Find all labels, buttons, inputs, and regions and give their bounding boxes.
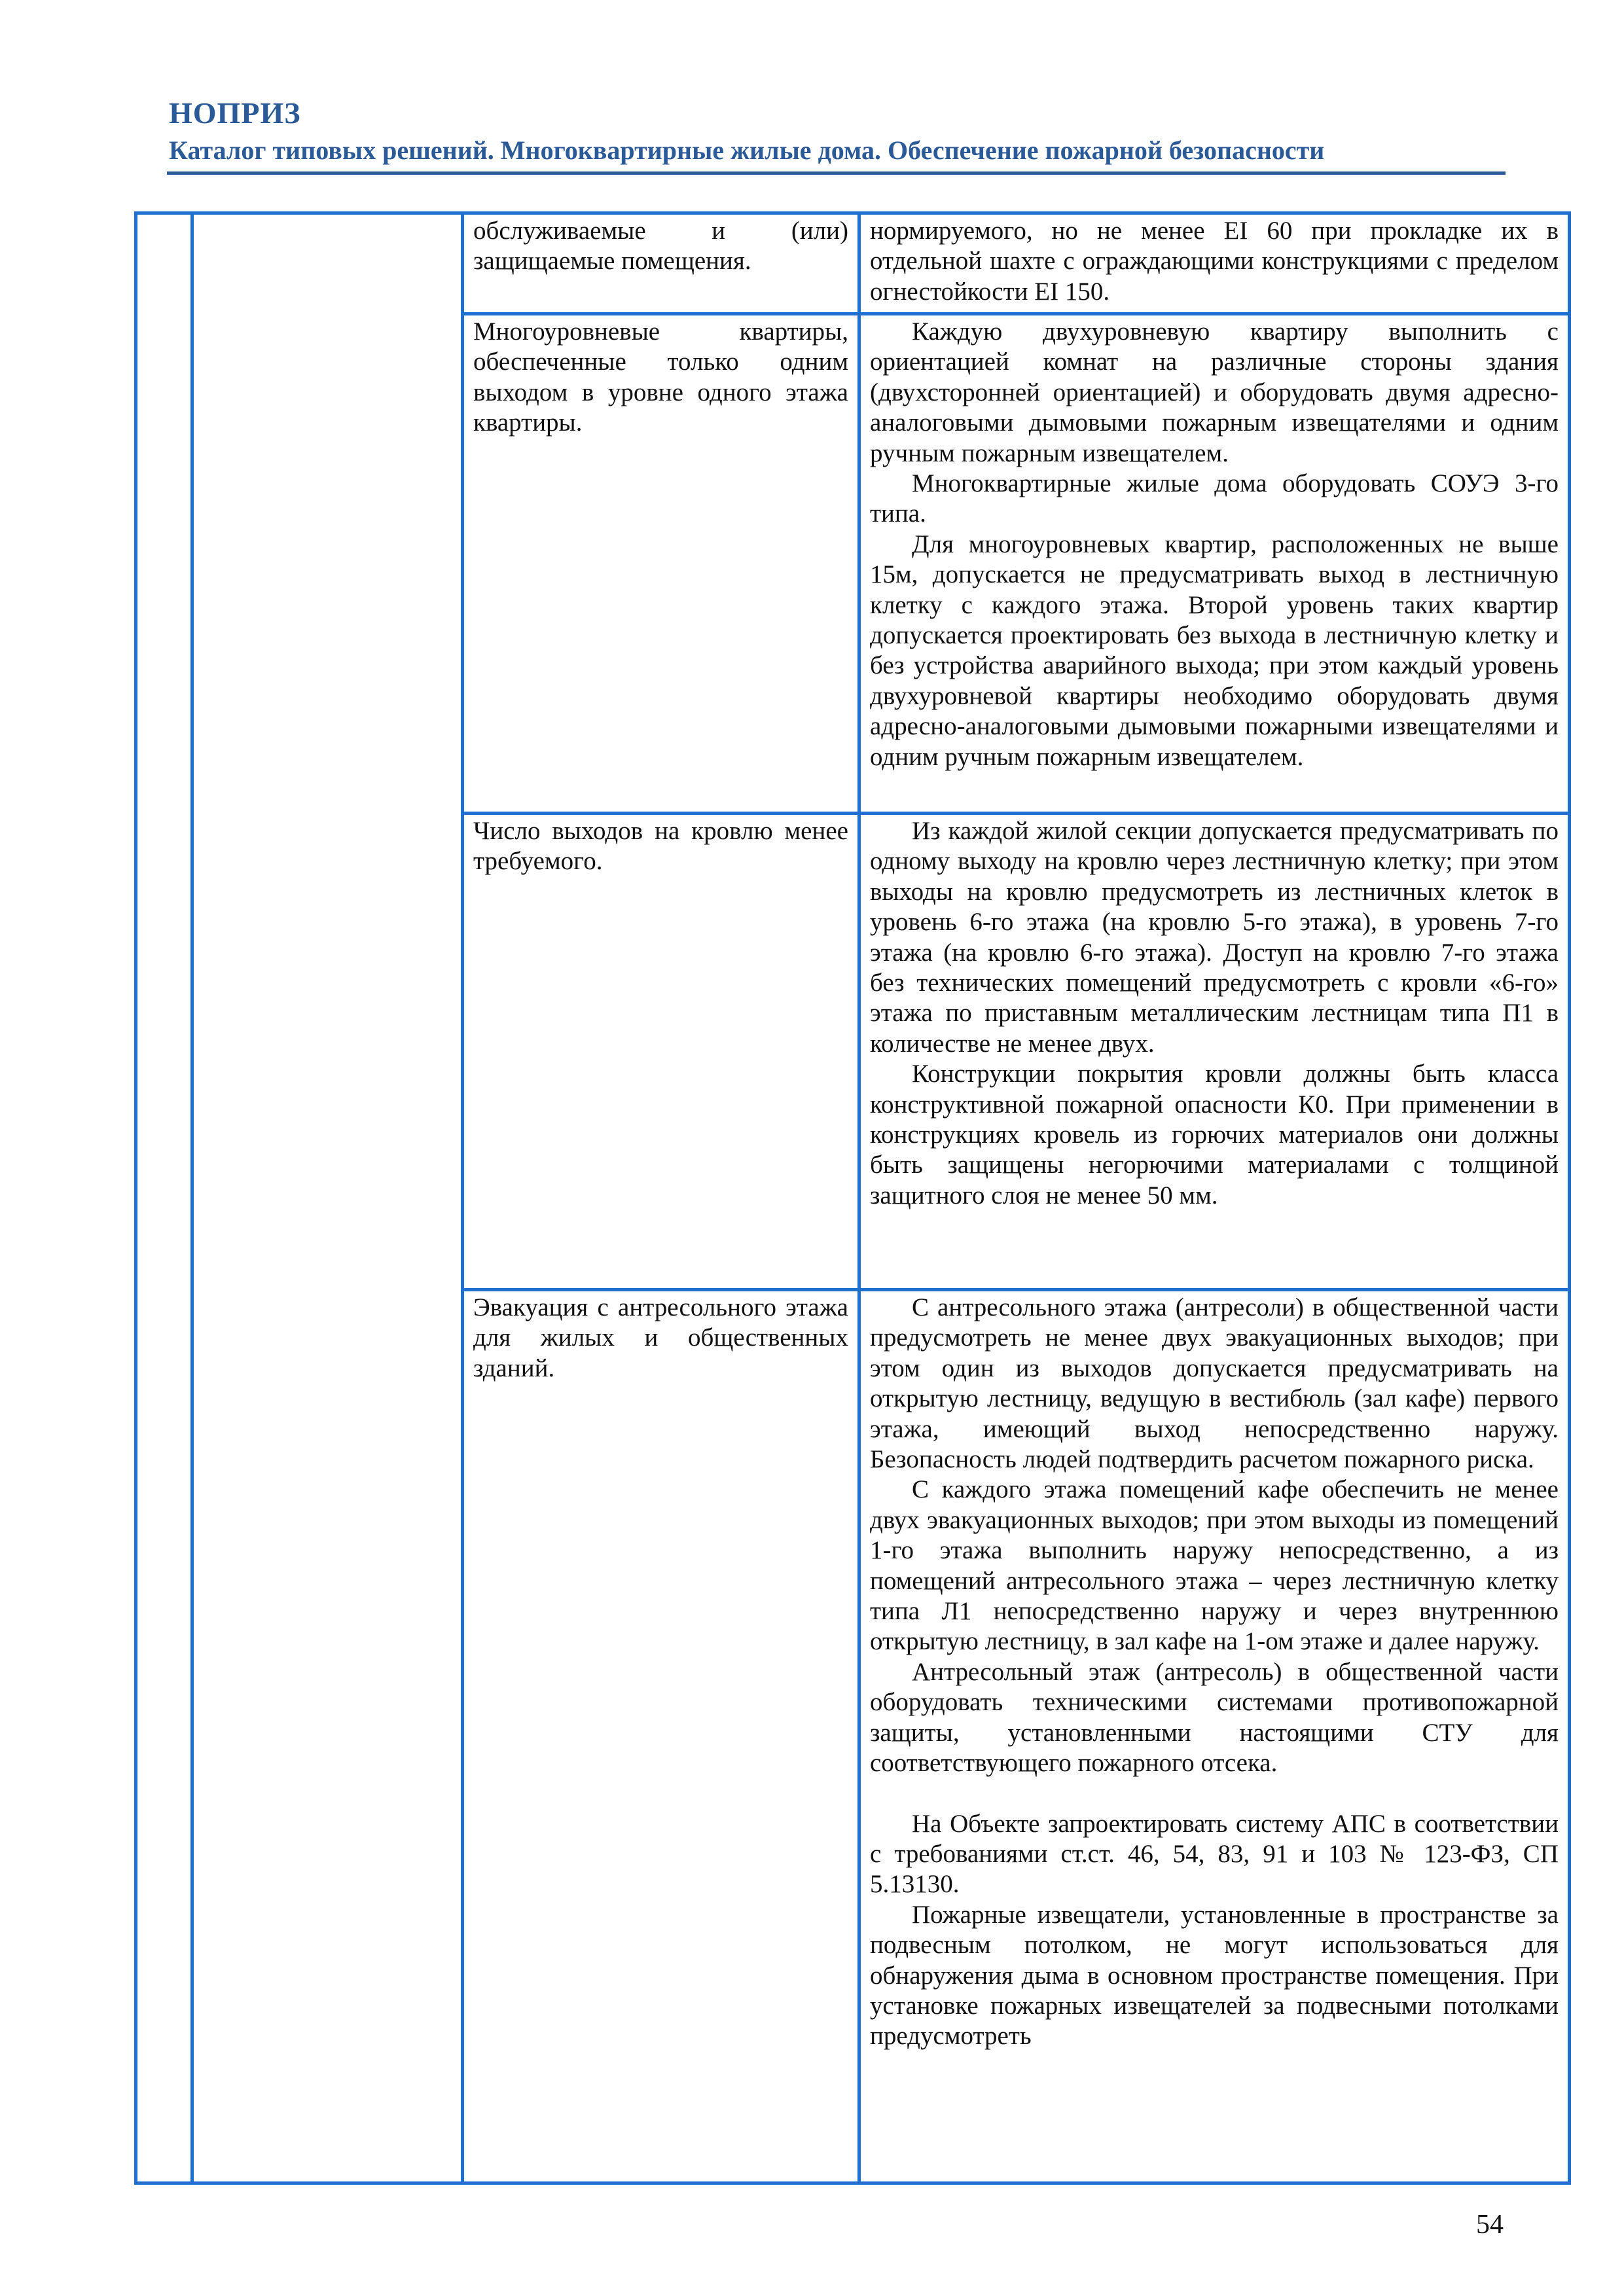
issue-text: Многоуровневые квартиры, обеспеченные только одним выходом в уровне одного этажа квартиры. [473,317,848,437]
header-subtitle: Каталог типовых решений. Многоквартирные жилые дома. Обеспечение пожарной безопасности [169,135,1325,165]
solution-paragraph: На Объекте запроектировать систему АПС в соответствии с требованиями ст.ст. 46, 54, 83, 91 и 103 № 123-ФЗ, СП 5.13130. [870,1809,1559,1899]
solution-cell [859,314,1570,814]
issue-cell [463,814,859,1290]
solution-paragraph: С антресольного этажа (антресоли) в общественной части предусмотреть не менее двух эвакуационных выходов; при этом один из выходов допускается предусматривать на открытую лестницу, ведущую в вестибюль (зал кафе) первого этажа, имеющий выход непосредственно наружу. Безопасность людей подтвердить расчетом пожарного риска. [870,1293,1559,1474]
solution-paragraph: Конструкции покрытия кровли должны быть класса конструктивной пожарной опасности К0. При применении в конструкциях кровель из горючих материалов они должны быть защищены негорючими материалами с толщиной защитного слоя не менее 50 мм. [870,1060,1559,1210]
issue-cell [463,213,859,314]
solution-paragraph: Для многоуровневых квартир, расположенных не выше 15м, допускается не предусматривать выход в лестничную клетку с каждого этажа. Второй уровень таких квартир допускается проектировать без выхода в лестничную клетку и без устройства аварийного выхода; при этом каждый уровень двухуровневой квартиры необходимо оборудовать двумя адресно-аналоговыми дымовыми пожарными извещателями и одним ручным пожарным извещателем. [870,529,1559,771]
header-org: НОПРИЗ [169,96,301,130]
solution-cell [859,213,1570,314]
solution-paragraph: Из каждой жилой секции допускается предусматривать по одному выходу на кровлю через лестничную клетку; при этом выходы на кровлю предусмотреть из лестничных клеток в уровень 6-го этажа (на кровлю 5-го этажа), в уровень 7-го этажа (на кровлю 6-го этажа). Доступ на кровлю 7-го этажа без технических помещений предусмотреть с кровли «6-го» этажа по приставным металлическим лестницам типа П1 в количестве не менее двух. [870,817,1559,1058]
solution-paragraph: Пожарные извещатели, установленные в пространстве за подвесным потолком, не могут использоваться для обнаружения дыма в основном пространстве помещения. При установке пожарных извещателей за подвесными потолками предусмотреть [870,1900,1559,2051]
page-number: 54 [1476,2210,1504,2240]
number-column-cell [136,213,192,2183]
name-column-cell [192,213,463,2183]
issue-text: Число выходов на кровлю менее требуемого. [473,817,848,876]
solution-paragraph: нормируемого, но не менее EI 60 при прокладке их в отдельной шахте с ограждающими конструкциями с пределом огнестойкости EI 150. [870,217,1559,306]
header-divider [167,171,1506,175]
solution-paragraph: Антресольный этаж (антресоль) в общественной части оборудовать техническими системами противопожарной защиты, установленными настоящими СТУ для соответствующего пожарного отсека. [870,1657,1559,1778]
requirements-table [134,211,1571,2185]
solution-paragraph: Каждую двухуровневую квартиру выполнить с ориентацией комнат на различные стороны здания (двухсторонней ориентацией) и оборудовать двумя адресно-аналоговыми дымовыми пожарным извещателями и одним ручным пожарным извещателем. [870,317,1559,467]
table-row [136,213,1570,314]
solution-paragraph: С каждого этажа помещений кафе обеспечить не менее двух эвакуационных выходов; при этом выходы из помещений 1-го этажа выполнить наружу непосредственно, а из помещений антресольного этажа – через лестничную клетку типа Л1 непосредственно наружу и через внутреннюю открытую лестницу, в зал кафе на 1-ом этаже и далее наружу. [870,1475,1559,1656]
issue-cell [463,1290,859,2183]
issue-text: обслуживаемые и (или) защищаемые помещения. [473,217,848,276]
blank-line [870,1779,1559,1809]
solution-cell [859,1290,1570,2183]
issue-text: Эвакуация с антресольного этажа для жилых и общественных зданий. [473,1293,848,1382]
issue-cell [463,314,859,814]
solution-cell [859,814,1570,1290]
solution-paragraph: Многоквартирные жилые дома оборудовать СОУЭ 3-го типа. [870,469,1559,528]
